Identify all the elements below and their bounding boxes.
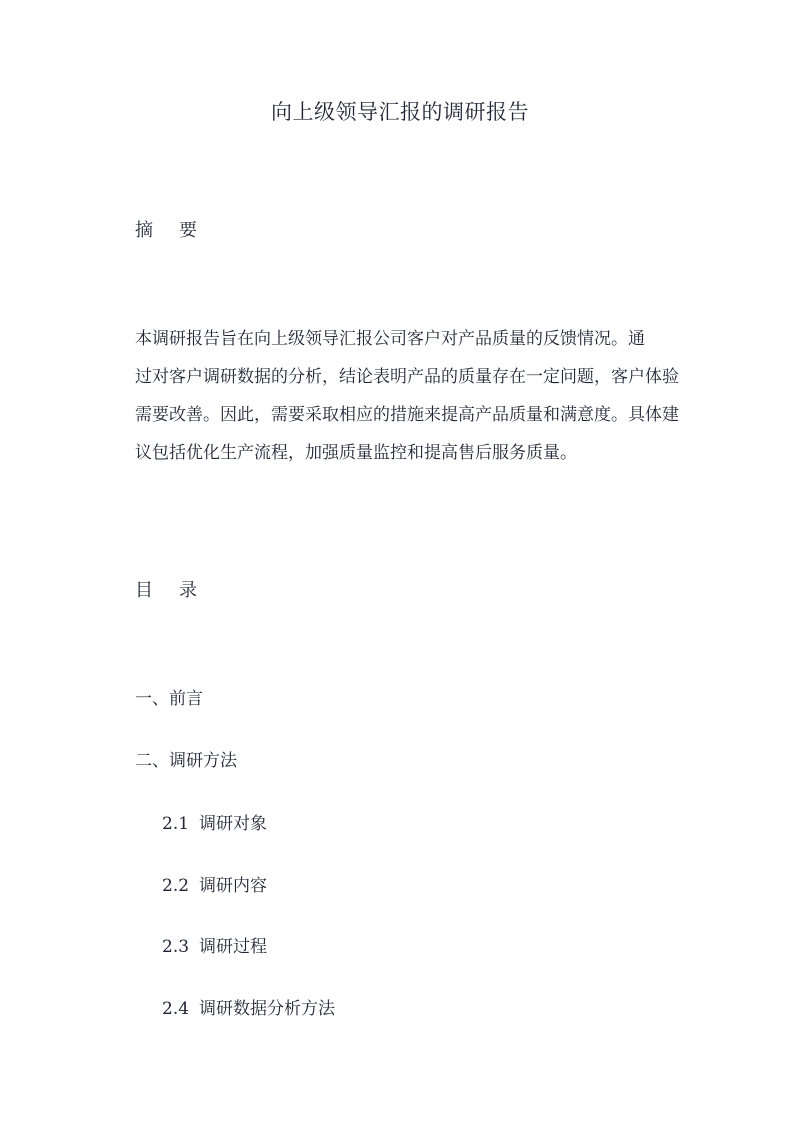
toc-item-label: 调研对象 bbox=[199, 814, 268, 834]
toc-item-label: 调研数据分析方法 bbox=[199, 999, 336, 1019]
toc-item-content[interactable] bbox=[162, 871, 267, 896]
toc-item-preface[interactable] bbox=[135, 684, 203, 709]
toc-item-label: 调研方法 bbox=[169, 751, 237, 771]
document-title: 向上级领导汇报的调研报告 bbox=[271, 100, 529, 124]
toc-heading: 目录 bbox=[135, 580, 223, 601]
abstract-heading: 摘要 bbox=[135, 220, 223, 241]
toc-item-label: 前言 bbox=[169, 689, 203, 709]
abstract-body bbox=[135, 320, 700, 472]
toc-item-number: 一、 bbox=[135, 689, 169, 709]
abstract-line: 需要改善。因此，需要采取相应的措施来提高产品质量和满意度。具体建 bbox=[135, 405, 679, 425]
toc-item-number: 2.1 bbox=[162, 814, 190, 834]
toc-item-subject[interactable] bbox=[162, 809, 267, 834]
abstract-line: 议包括优化生产流程，加强质量监控和提高售后服务质量。 bbox=[135, 443, 577, 463]
abstract-line: 本调研报告旨在向上级领导汇报公司客户对产品质量的反馈情况。通 bbox=[135, 329, 645, 349]
toc-item-number: 2.4 bbox=[162, 999, 190, 1019]
abstract-line: 过对客户调研数据的分析，结论表明产品的质量存在一定问题，客户体验 bbox=[135, 367, 679, 387]
toc-item-number: 2.3 bbox=[162, 937, 190, 957]
toc-item-number: 2.2 bbox=[162, 876, 190, 896]
toc-item-label: 调研内容 bbox=[199, 876, 268, 896]
toc-item-analysis[interactable] bbox=[162, 994, 335, 1019]
toc-item-number: 二、 bbox=[135, 751, 169, 771]
toc-item-method[interactable] bbox=[135, 746, 237, 771]
toc-item-process[interactable] bbox=[162, 932, 267, 957]
toc-item-label: 调研过程 bbox=[199, 937, 268, 957]
